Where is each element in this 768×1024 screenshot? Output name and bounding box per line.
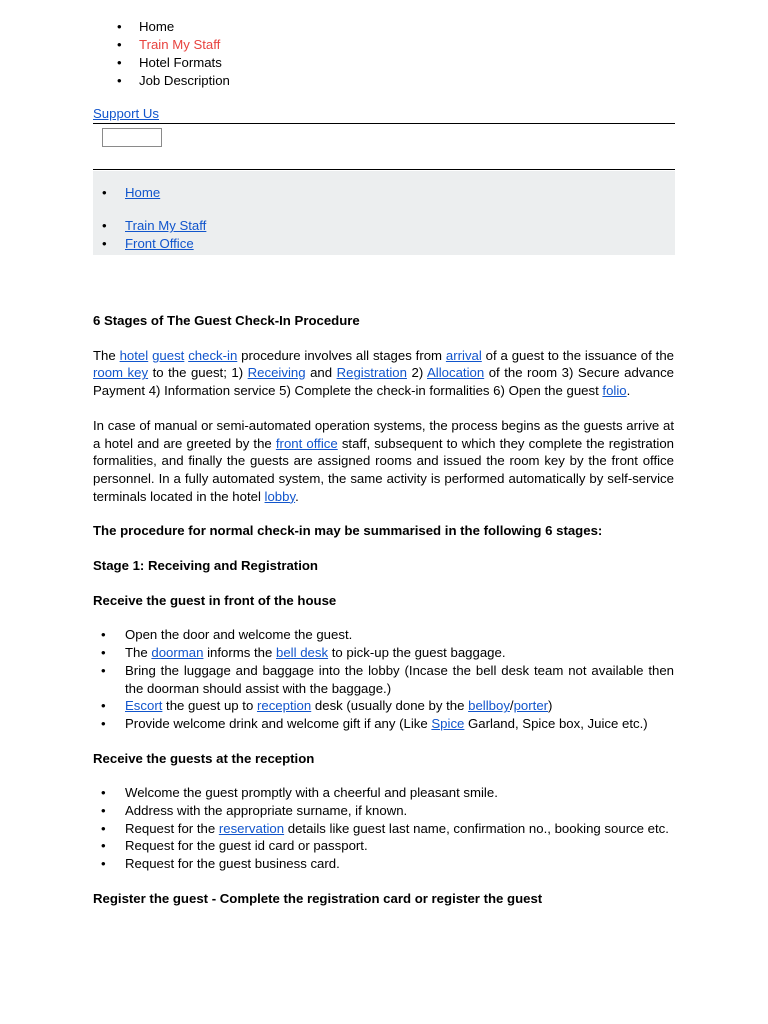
link-porter[interactable]: porter — [513, 698, 549, 714]
list-item: • Address with the appropriate surname, if known. — [93, 802, 674, 820]
top-nav-item-train-my-staff[interactable]: • Train My Staff — [117, 36, 230, 54]
link-bell-desk[interactable]: bell desk — [276, 645, 329, 661]
top-nav-item-hotel-formats[interactable]: • Hotel Formats — [117, 54, 230, 72]
link-room-key[interactable]: room key — [93, 365, 149, 381]
divider-top — [93, 123, 675, 124]
link-spice[interactable]: Spice — [431, 715, 465, 731]
list-item: • Open the door and welcome the guest. — [93, 626, 674, 644]
process-paragraph: In case of manual or semi-automated operation systems, the process begins as the guests arrive at a hotel and are greeted by the front office staff, subsequent to which they complete the registration formalities, and finally the guests are assigned rooms and issued the room key by the front office personnel. In a fully automated system, the same activity is performed automatically by self-service terminals located in the hotel lobby. — [93, 417, 674, 504]
link-doorman[interactable]: doorman — [151, 645, 204, 661]
list-item: • The doorman informs the bell desk to pick-up the guest baggage. — [93, 644, 674, 662]
breadcrumb-item-train-my-staff — [102, 217, 206, 235]
divider-bottom — [93, 169, 675, 170]
reception-heading: Receive the guests at the reception — [93, 750, 315, 766]
list-item: • Bring the luggage and baggage into the lobby (Incase the bell desk team not available then the doorman should assist with the baggage.) — [93, 662, 674, 697]
list-item: • Request for the reservation details like guest last name, confirmation no., booking source etc. — [93, 820, 674, 838]
front-of-house-heading: Receive the guest in front of the house — [93, 592, 337, 608]
intro-paragraph: The hotel guest check-in procedure involves all stages from arrival of a guest to the issuance of the room key to the guest; 1) Receiving and Registration 2) Allocation of the room 3) Secure advance Payment 4) Information service 5) Complete the check-in formalities 6) Open the guest folio. — [93, 347, 675, 399]
breadcrumb — [102, 184, 206, 253]
front-of-house-list — [93, 626, 674, 732]
breadcrumb-link-train-my-staff[interactable]: Train My Staff — [125, 218, 207, 233]
link-arrival[interactable]: arrival — [445, 347, 482, 363]
link-reception[interactable]: reception — [256, 698, 312, 714]
breadcrumb-item-front-office — [102, 235, 206, 253]
link-registration[interactable]: Registration — [336, 365, 407, 381]
link-receiving[interactable]: Receiving — [247, 365, 306, 381]
link-allocation[interactable]: Allocation — [427, 365, 485, 381]
link-check-in[interactable]: check-in — [188, 347, 238, 363]
breadcrumb-link-home[interactable]: Home — [125, 185, 161, 200]
link-hotel[interactable]: hotel — [119, 347, 149, 363]
breadcrumb-item-home — [102, 184, 206, 202]
top-nav-item-job-description[interactable]: • Job Description — [117, 72, 230, 90]
article-content — [93, 312, 674, 908]
stage-1-heading: Stage 1: Receiving and Registration — [93, 558, 318, 574]
top-nav — [117, 18, 230, 90]
list-item: • Welcome the guest promptly with a cheerful and pleasant smile. — [93, 784, 674, 802]
article-title: 6 Stages of The Guest Check-In Procedure — [93, 313, 360, 328]
link-front-office[interactable]: front office — [275, 435, 338, 451]
link-reservation[interactable]: reservation — [218, 820, 285, 836]
list-item: • Request for the guest business card. — [93, 855, 674, 873]
register-guest-heading: Register the guest - Complete the registration card or register the guest — [93, 890, 543, 906]
search-input[interactable] — [102, 128, 162, 147]
top-nav-item-home[interactable]: • Home — [117, 18, 230, 36]
support-us-link[interactable]: Support Us — [93, 106, 159, 121]
link-folio[interactable]: folio — [602, 383, 627, 399]
reception-list — [93, 784, 674, 873]
summary-heading: The procedure for normal check-in may be summarised in the following 6 stages: — [93, 523, 603, 539]
list-item: • Request for the guest id card or passport. — [93, 837, 674, 855]
link-guest[interactable]: guest — [152, 347, 185, 363]
link-lobby[interactable]: lobby — [264, 488, 296, 504]
breadcrumb-link-front-office[interactable]: Front Office — [125, 236, 194, 251]
list-item: • Provide welcome drink and welcome gift if any (Like Spice Garland, Spice box, Juice etc.) — [93, 715, 674, 733]
link-escort[interactable]: Escort — [125, 698, 163, 714]
list-item: • Escort the guest up to reception desk (usually done by the bellboy/porter) — [93, 697, 674, 715]
link-bellboy[interactable]: bellboy — [468, 698, 510, 714]
